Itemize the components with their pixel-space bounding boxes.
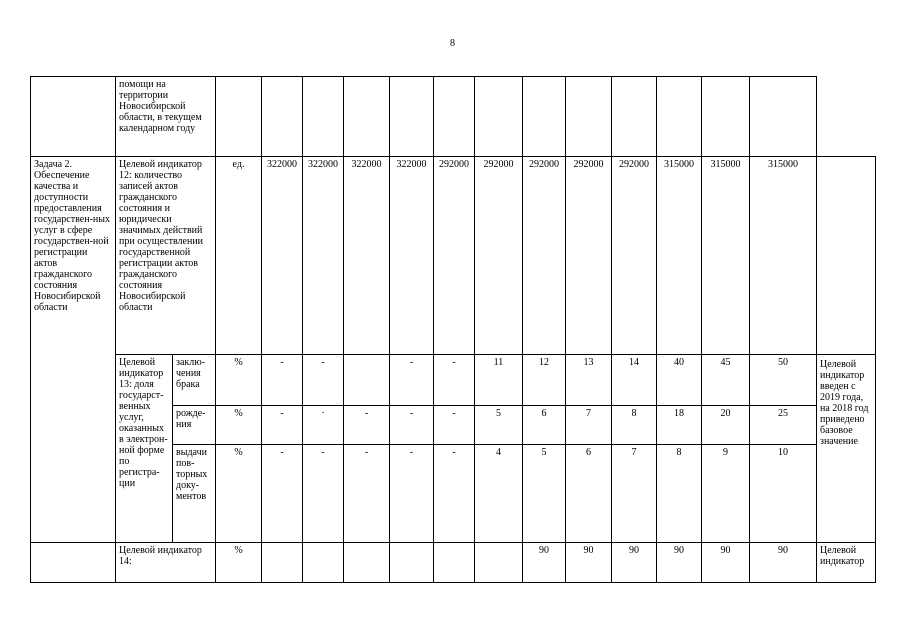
row-indicator-13-marriage: [31, 355, 876, 406]
value-cell: 11: [475, 355, 523, 406]
value-cell: 90: [566, 543, 612, 583]
value-cell: -: [390, 355, 434, 406]
value-cell: 4: [475, 445, 523, 543]
unit-cell: ед.: [216, 157, 262, 355]
value-cell: 45: [702, 355, 750, 406]
unit-cell: %: [216, 406, 262, 445]
value-cell: 25: [750, 406, 817, 445]
subindicator-label: заклю-чения брака: [173, 355, 216, 406]
value-cell: 10: [750, 445, 817, 543]
value-cell: 322000: [390, 157, 434, 355]
task-2-cell: Задача 2. Обеспечение качества и доступности предоставления государствен-ных услуг в сфере государствен-ной регистрации актов гражданского состояния Новосибирской области: [31, 157, 116, 543]
value-cell: 5: [475, 406, 523, 445]
value-cell: 18: [657, 406, 702, 445]
value-cell: 90: [750, 543, 817, 583]
task-cell-empty: [31, 77, 116, 157]
value-cell: 90: [612, 543, 657, 583]
value-cell: [344, 355, 390, 406]
value-cell: [390, 543, 434, 583]
unit-cell: %: [216, 445, 262, 543]
value-cell: 13: [566, 355, 612, 406]
value-cell: 9: [702, 445, 750, 543]
value-cell: [434, 543, 475, 583]
indicator-14-name: Целевой индикатор 14:: [116, 543, 216, 583]
value-cell: -: [344, 445, 390, 543]
unit-cell: %: [216, 543, 262, 583]
value-cell: 90: [657, 543, 702, 583]
value-cell: -: [390, 445, 434, 543]
value-cell: 12: [523, 355, 566, 406]
task-cell-empty: [31, 543, 116, 583]
value-cell: -: [434, 445, 475, 543]
row-indicator-14: [31, 543, 876, 583]
value-cell: 8: [657, 445, 702, 543]
indicator-13-note: Целевой индикатор введен с 2019 года, на 2018 год приведено базовое значение: [817, 355, 876, 543]
value-cell: 7: [612, 445, 657, 543]
value-cell: 7: [566, 406, 612, 445]
value-cell: 315000: [750, 157, 817, 355]
indicators-table: [30, 76, 876, 583]
value-cell: 322000: [303, 157, 344, 355]
value-cell: [344, 543, 390, 583]
value-cell: [303, 543, 344, 583]
value-cell: -: [303, 355, 344, 406]
value-cell: 50: [750, 355, 817, 406]
value-cell: 14: [612, 355, 657, 406]
value-cell: 20: [702, 406, 750, 445]
value-cell: -: [262, 445, 303, 543]
value-cell: -: [303, 445, 344, 543]
value-cell: [262, 543, 303, 583]
value-cell: 322000: [262, 157, 303, 355]
value-cell: 5: [523, 445, 566, 543]
value-cell: 292000: [612, 157, 657, 355]
subindicator-label: выдачи пов-торных доку-ментов: [173, 445, 216, 543]
value-cell: -: [434, 406, 475, 445]
page-number: 8: [450, 38, 455, 49]
value-cell: 90: [702, 543, 750, 583]
value-cell: 292000: [566, 157, 612, 355]
value-cell: -: [262, 355, 303, 406]
value-cell: 6: [523, 406, 566, 445]
value-cell: -: [390, 406, 434, 445]
value-cell: 315000: [657, 157, 702, 355]
value-cell: 8: [612, 406, 657, 445]
value-cell: 40: [657, 355, 702, 406]
note-cell-empty: [817, 157, 876, 355]
row-indicator-12: [31, 157, 876, 355]
indicator-name-continued: помощи на территории Новосибирской области, в текущем календарном году: [116, 77, 216, 157]
indicator-14-note: Целевой индикатор: [817, 543, 876, 583]
indicator-12-name: Целевой индикатор 12: количество записей актов гражданского состояния и юридически значимых действий при осуществлении государственной регистрации актов гражданского состояния Новосибирской области: [116, 157, 216, 355]
value-cell: 292000: [475, 157, 523, 355]
subindicator-label: рожде-ния: [173, 406, 216, 445]
value-cell: ·: [303, 406, 344, 445]
value-cell: 90: [523, 543, 566, 583]
value-cell: 315000: [702, 157, 750, 355]
value-cell: 6: [566, 445, 612, 543]
indicator-13-name: Целевой индикатор 13: доля государст-венных услуг, оказанных в электрон-ной форме по регистра-ции: [116, 355, 173, 543]
value-cell: 292000: [523, 157, 566, 355]
value-cell: -: [262, 406, 303, 445]
value-cell: [475, 543, 523, 583]
value-cell: 292000: [434, 157, 475, 355]
value-cell: 322000: [344, 157, 390, 355]
value-cell: -: [344, 406, 390, 445]
row-continuation: [31, 77, 876, 157]
value-cell: -: [434, 355, 475, 406]
unit-cell: %: [216, 355, 262, 406]
